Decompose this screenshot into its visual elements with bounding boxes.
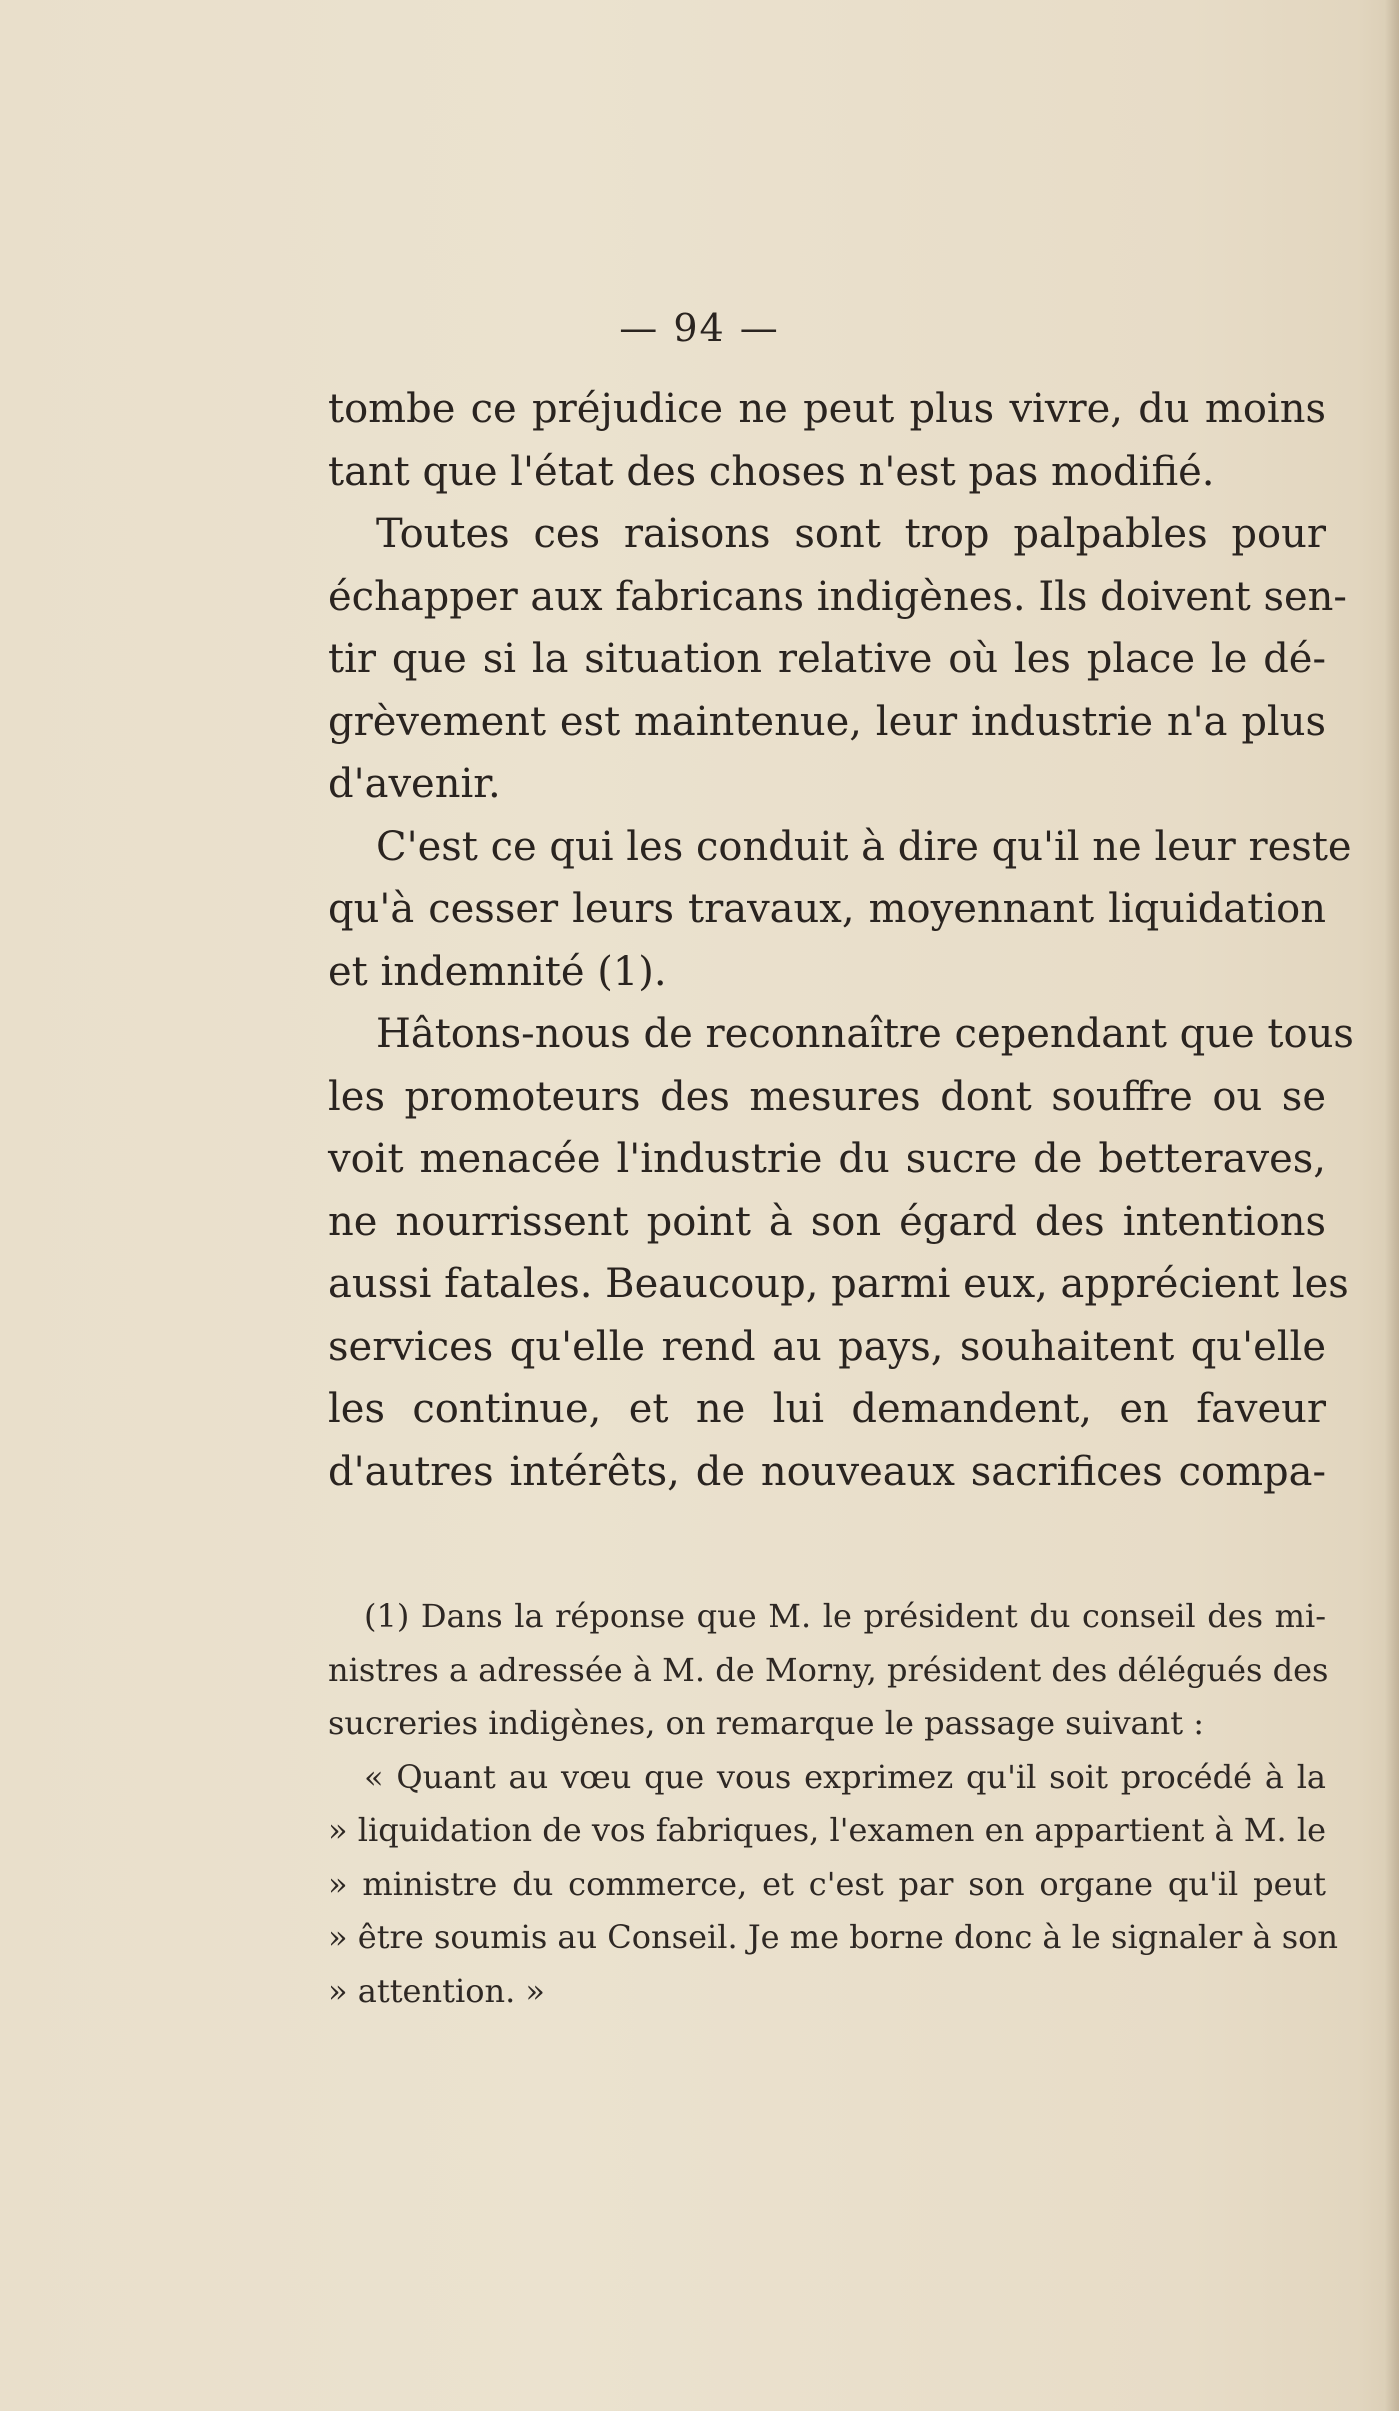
text-line: les continue, et ne lui demandent, en faveur: [328, 1386, 1326, 1432]
footnote-line: nistres a adressée à M. de Morny, président des délégués des: [328, 1650, 1329, 1689]
text-line: aussi fatales. Beaucoup, parmi eux, apprécient les: [328, 1261, 1349, 1307]
text-line: d'avenir.: [328, 761, 501, 807]
text-line: services qu'elle rend au pays, souhaitent qu'elle: [328, 1323, 1326, 1370]
footnote-line: sucreries indigènes, on remarque le passage suivant :: [328, 1704, 1205, 1742]
page-edge-shadow: [1385, 0, 1399, 2411]
page-number: — 94 —: [619, 306, 780, 350]
footnote-line: » ministre du commerce, et c'est par son organe qu'il peut: [328, 1864, 1326, 1903]
text-line: tombe ce préjudice ne peut plus vivre, du moins: [328, 386, 1326, 432]
footnote-line: « Quant au vœu que vous exprimez qu'il soit procédé à la: [364, 1757, 1326, 1796]
text-line: échapper aux fabricans indigènes. Ils doivent sen-: [328, 573, 1347, 620]
text-line: Hâtons-nous de reconnaître cependant que tous: [376, 1011, 1354, 1057]
footnote-line: » attention. »: [328, 1971, 545, 2010]
text-line: grèvement est maintenue, leur industrie n'a plus: [328, 698, 1326, 745]
text-line: voit menacée l'industrie du sucre de betteraves,: [328, 1136, 1326, 1182]
footnote-line: (1) Dans la réponse que M. le président du conseil des mi-: [364, 1597, 1326, 1635]
main-text: [328, 378, 1354, 1503]
text-line: C'est ce qui les conduit à dire qu'il ne leur reste: [376, 823, 1352, 870]
text-line: tir que si la situation relative où les place le dé-: [328, 636, 1326, 682]
text-line: les promoteurs des mesures dont souffre ou se: [328, 1073, 1326, 1120]
text-line: Toutes ces raisons sont trop palpables pour: [376, 511, 1326, 557]
text-line: d'autres intérêts, de nouveaux sacrifices compa-: [328, 1448, 1326, 1495]
text-line: ne nourrissent point à son égard des intentions: [328, 1198, 1326, 1245]
footnote-line: » liquidation de vos fabriques, l'examen en appartient à M. le: [328, 1811, 1327, 1849]
text-line: et indemnité (1).: [328, 948, 667, 995]
footnote-line: » être soumis au Conseil. Je me borne donc à le signaler à son: [328, 1918, 1339, 1956]
footnote: [328, 1590, 1339, 2018]
text-line: qu'à cesser leurs travaux, moyennant liquidation: [328, 886, 1326, 932]
text-line: tant que l'état des choses n'est pas modifié.: [328, 448, 1215, 495]
